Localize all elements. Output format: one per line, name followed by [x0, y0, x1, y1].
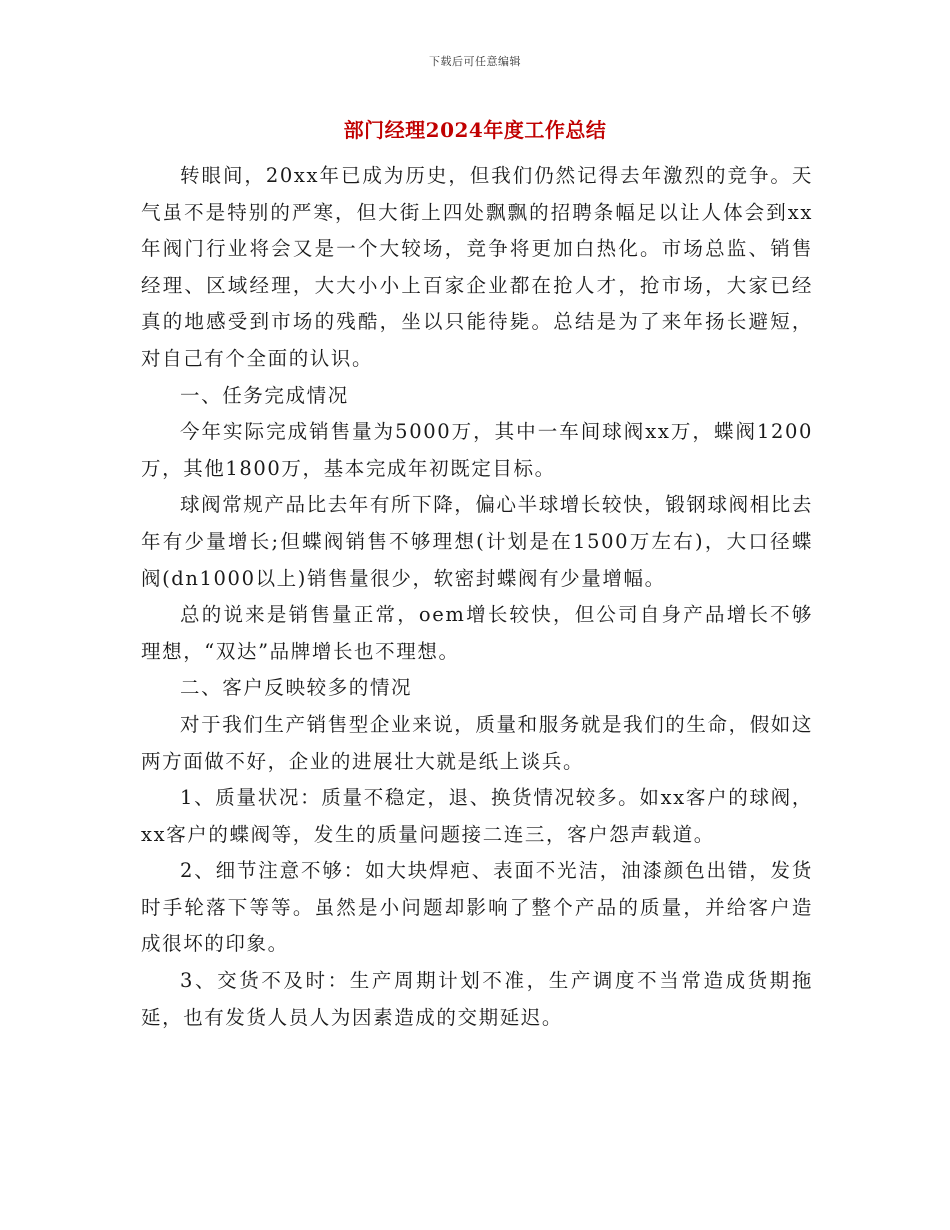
header-note: 下载后可任意编辑 — [429, 55, 521, 68]
delivery-issue-item: 3、交货不及时：生产周期计划不准，生产调度不当常造成货期拖延，也有发货人员人为因素造成的交期延迟。 — [141, 969, 813, 1029]
summary-paragraph: 总的说来是销售量正常，oem增长较快，但公司自身产品增长不够理想，“双达”品牌增长也不理想。 — [141, 603, 813, 663]
document-body — [141, 158, 813, 1036]
detail-issue-item: 2、细节注意不够：如大块焊疤、表面不光洁，油漆颜色出错，发货时手轮落下等等。虽然是小问题却影响了整个产品的质量，并给客户造成很坏的印象。 — [141, 859, 813, 956]
sales-volume-paragraph: 今年实际完成销售量为5000万，其中一车间球阀xx万，蝶阀1200万，其他1800万，基本完成年初既定目标。 — [141, 420, 813, 480]
intro-paragraph: 转眼间，20xx年已成为历史，但我们仍然记得去年激烈的竞争。天气虽不是特别的严寒，但大街上四处飘飘的招聘条幅足以让人体会到xx年阀门行业将会又是一个大较场，竞争将更加白热化。市场总监、销售经理、区域经理，大大小小上百家企业都在抢人才，抢市场，大家已经真的地感受到市场的残酷，坐以只能待毙。总结是为了来年扬长避短，对自己有个全面的认识。 — [141, 164, 813, 370]
quality-service-paragraph: 对于我们生产销售型企业来说，质量和服务就是我们的生命，假如这两方面做不好，企业的进展壮大就是纸上谈兵。 — [141, 712, 814, 773]
section-heading-task-completion: 一、任务完成情况 — [180, 383, 349, 407]
section-heading-customer-feedback: 二、客户反映较多的情况 — [180, 676, 413, 700]
document-title: 部门经理2024年度工作总结 — [343, 118, 607, 142]
product-analysis-paragraph: 球阀常规产品比去年有所下降，偏心半球增长较快，锻钢球阀相比去年有少量增长;但蝶阀销售不够理想(计划是在1500万左右)，大口径蝶阀(dn1000以上)销售量很少，软密封蝶阀有少量增幅。 — [141, 493, 814, 590]
quality-issue-item: 1、质量状况：质量不稳定，退、换货情况较多。如xx客户的球阀，xx客户的蝶阀等，发生的质量问题接二连三，客户怨声载道。 — [141, 786, 813, 846]
